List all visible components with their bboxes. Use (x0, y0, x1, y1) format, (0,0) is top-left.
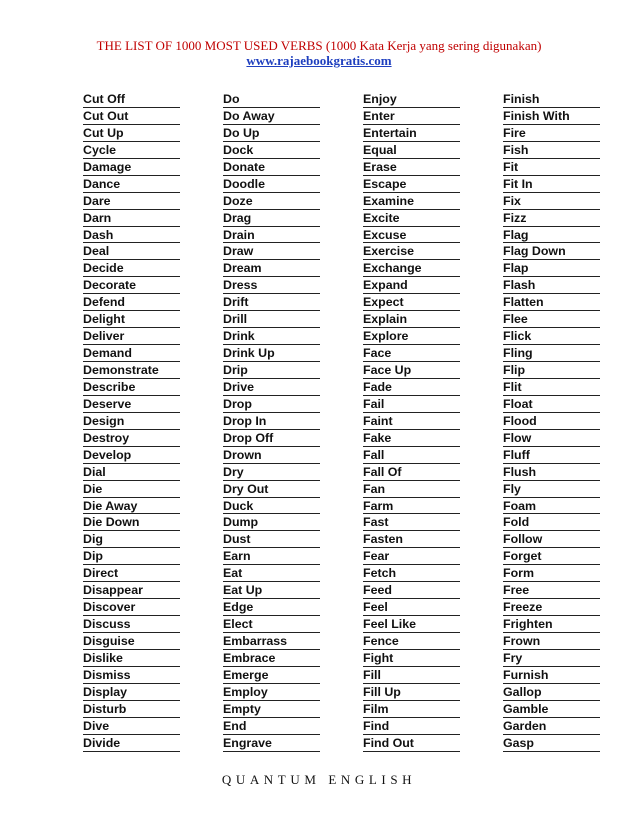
verb-item: Disguise (83, 633, 180, 650)
verb-item: Excuse (363, 227, 460, 244)
verb-item: Decorate (83, 277, 180, 294)
verb-item: Fit (503, 159, 600, 176)
verb-item: Flash (503, 277, 600, 294)
verb-item: Do (223, 91, 320, 108)
verb-item: Deserve (83, 396, 180, 413)
verb-item: Flee (503, 311, 600, 328)
verb-column-3 (363, 91, 460, 752)
verb-item: Describe (83, 379, 180, 396)
verb-item: Dream (223, 260, 320, 277)
page-title: THE LIST OF 1000 MOST USED VERBS (1000 Kata Kerja yang sering digunakan) (96, 38, 542, 53)
verb-item: Dash (83, 227, 180, 244)
verb-item: Drop (223, 396, 320, 413)
verb-item: Fry (503, 650, 600, 667)
verb-item: Defend (83, 294, 180, 311)
verb-item: Erase (363, 159, 460, 176)
verb-item: Dry (223, 464, 320, 481)
verb-item: Finish (503, 91, 600, 108)
verb-item: Fan (363, 481, 460, 498)
verb-item: End (223, 718, 320, 735)
verb-item: Feed (363, 582, 460, 599)
verb-item: Do Up (223, 125, 320, 142)
verb-item: Empty (223, 701, 320, 718)
verb-item: Demand (83, 345, 180, 362)
verb-item: Freeze (503, 599, 600, 616)
verb-item: Garden (503, 718, 600, 735)
verb-item: Dislike (83, 650, 180, 667)
verb-item: Fake (363, 430, 460, 447)
verb-item: Disturb (83, 701, 180, 718)
verb-item: Dive (83, 718, 180, 735)
verb-item: Die Down (83, 514, 180, 531)
verb-item: Fetch (363, 565, 460, 582)
verb-item: Emerge (223, 667, 320, 684)
verb-item: Dry Out (223, 481, 320, 498)
verb-item: Find (363, 718, 460, 735)
verb-column-4 (503, 91, 600, 752)
verb-item: Cycle (83, 142, 180, 159)
verb-item: Divide (83, 735, 180, 752)
verb-item: Drift (223, 294, 320, 311)
verb-item: Elect (223, 616, 320, 633)
verb-item: Exercise (363, 243, 460, 260)
verb-item: Die Away (83, 498, 180, 515)
verb-item: Fix (503, 193, 600, 210)
verb-item: Enjoy (363, 91, 460, 108)
verb-item: Cut Out (83, 108, 180, 125)
verb-item: Feel (363, 599, 460, 616)
verb-item: Enter (363, 108, 460, 125)
verb-item: Equal (363, 142, 460, 159)
verb-item: Embarrass (223, 633, 320, 650)
verb-item: Fast (363, 514, 460, 531)
verb-item: Explain (363, 311, 460, 328)
verb-item: Flit (503, 379, 600, 396)
verb-item: Examine (363, 193, 460, 210)
verb-item: Duck (223, 498, 320, 515)
verb-item: Fear (363, 548, 460, 565)
verb-item: Drip (223, 362, 320, 379)
verb-item: Flow (503, 430, 600, 447)
verb-item: Gasp (503, 735, 600, 752)
verb-item: Face Up (363, 362, 460, 379)
verb-item: Employ (223, 684, 320, 701)
verb-item: Fail (363, 396, 460, 413)
verb-item: Embrace (223, 650, 320, 667)
verb-item: Fling (503, 345, 600, 362)
verb-item: Fit In (503, 176, 600, 193)
verb-item: Dare (83, 193, 180, 210)
verb-item: Decide (83, 260, 180, 277)
verb-item: Deal (83, 243, 180, 260)
verb-item: Farm (363, 498, 460, 515)
verb-item: Fade (363, 379, 460, 396)
verb-item: Expand (363, 277, 460, 294)
verb-item: Delight (83, 311, 180, 328)
verb-item: Discuss (83, 616, 180, 633)
verb-item: Fizz (503, 210, 600, 227)
verb-item: Flag (503, 227, 600, 244)
verb-item: Donate (223, 159, 320, 176)
verb-item: Drag (223, 210, 320, 227)
verb-item: Excite (363, 210, 460, 227)
verb-item: Find Out (363, 735, 460, 752)
website-link[interactable]: www.rajaebookgratis.com (246, 53, 392, 68)
verb-item: Flap (503, 260, 600, 277)
verb-item: Entertain (363, 125, 460, 142)
verb-item: Drop Off (223, 430, 320, 447)
verb-item: Fight (363, 650, 460, 667)
verb-item: Cut Off (83, 91, 180, 108)
verb-item: Fish (503, 142, 600, 159)
verb-item: Damage (83, 159, 180, 176)
verb-item: Frighten (503, 616, 600, 633)
verb-item: Direct (83, 565, 180, 582)
verb-item: Expect (363, 294, 460, 311)
verb-item: Fly (503, 481, 600, 498)
verb-item: Do Away (223, 108, 320, 125)
verb-item: Flip (503, 362, 600, 379)
verb-item: Fill (363, 667, 460, 684)
verb-item: Exchange (363, 260, 460, 277)
footer-brand: QUANTUM ENGLISH (221, 772, 417, 787)
verb-item: Dump (223, 514, 320, 531)
verb-item: Deliver (83, 328, 180, 345)
verb-item: Drink (223, 328, 320, 345)
verb-item: Doze (223, 193, 320, 210)
verb-item: Fence (363, 633, 460, 650)
verb-item: Free (503, 582, 600, 599)
verb-item: Foam (503, 498, 600, 515)
verb-item: Drive (223, 379, 320, 396)
verb-item: Dip (83, 548, 180, 565)
verb-item: Flick (503, 328, 600, 345)
verb-item: Eat (223, 565, 320, 582)
verb-item: Fall Of (363, 464, 460, 481)
verb-item: Dock (223, 142, 320, 159)
verb-item: Feel Like (363, 616, 460, 633)
verb-item: Drill (223, 311, 320, 328)
verb-item: Eat Up (223, 582, 320, 599)
verb-item: Dig (83, 531, 180, 548)
verb-item: Fasten (363, 531, 460, 548)
verb-item: Earn (223, 548, 320, 565)
verb-item: Demonstrate (83, 362, 180, 379)
verb-column-2 (223, 91, 320, 752)
verb-item: Dust (223, 531, 320, 548)
verb-item: Develop (83, 447, 180, 464)
verb-item: Dial (83, 464, 180, 481)
verb-item: Fall (363, 447, 460, 464)
verb-item: Dance (83, 176, 180, 193)
verb-item: Explore (363, 328, 460, 345)
verb-item: Forget (503, 548, 600, 565)
verb-item: Disappear (83, 582, 180, 599)
verb-item: Drink Up (223, 345, 320, 362)
verb-item: Destroy (83, 430, 180, 447)
verb-item: Escape (363, 176, 460, 193)
verb-item: Flatten (503, 294, 600, 311)
verb-item: Float (503, 396, 600, 413)
verb-item: Cut Up (83, 125, 180, 142)
verb-item: Edge (223, 599, 320, 616)
verb-item: Dismiss (83, 667, 180, 684)
verb-item: Discover (83, 599, 180, 616)
verb-item: Frown (503, 633, 600, 650)
verb-item: Form (503, 565, 600, 582)
verb-column-1 (83, 91, 180, 752)
verb-item: Faint (363, 413, 460, 430)
verb-item: Gamble (503, 701, 600, 718)
verb-item: Fire (503, 125, 600, 142)
verb-item: Drown (223, 447, 320, 464)
verb-item: Flood (503, 413, 600, 430)
verb-item: Fill Up (363, 684, 460, 701)
verb-item: Design (83, 413, 180, 430)
verb-item: Drop In (223, 413, 320, 430)
verb-item: Display (83, 684, 180, 701)
verb-item: Fold (503, 514, 600, 531)
verb-item: Dress (223, 277, 320, 294)
verb-item: Gallop (503, 684, 600, 701)
verb-item: Fluff (503, 447, 600, 464)
verb-item: Doodle (223, 176, 320, 193)
verb-item: Film (363, 701, 460, 718)
verb-item: Engrave (223, 735, 320, 752)
verb-item: Face (363, 345, 460, 362)
verb-item: Follow (503, 531, 600, 548)
verb-item: Finish With (503, 108, 600, 125)
verb-item: Drain (223, 227, 320, 244)
verb-item: Flush (503, 464, 600, 481)
verb-item: Darn (83, 210, 180, 227)
verb-item: Flag Down (503, 243, 600, 260)
verb-item: Draw (223, 243, 320, 260)
verb-item: Furnish (503, 667, 600, 684)
verb-item: Die (83, 481, 180, 498)
